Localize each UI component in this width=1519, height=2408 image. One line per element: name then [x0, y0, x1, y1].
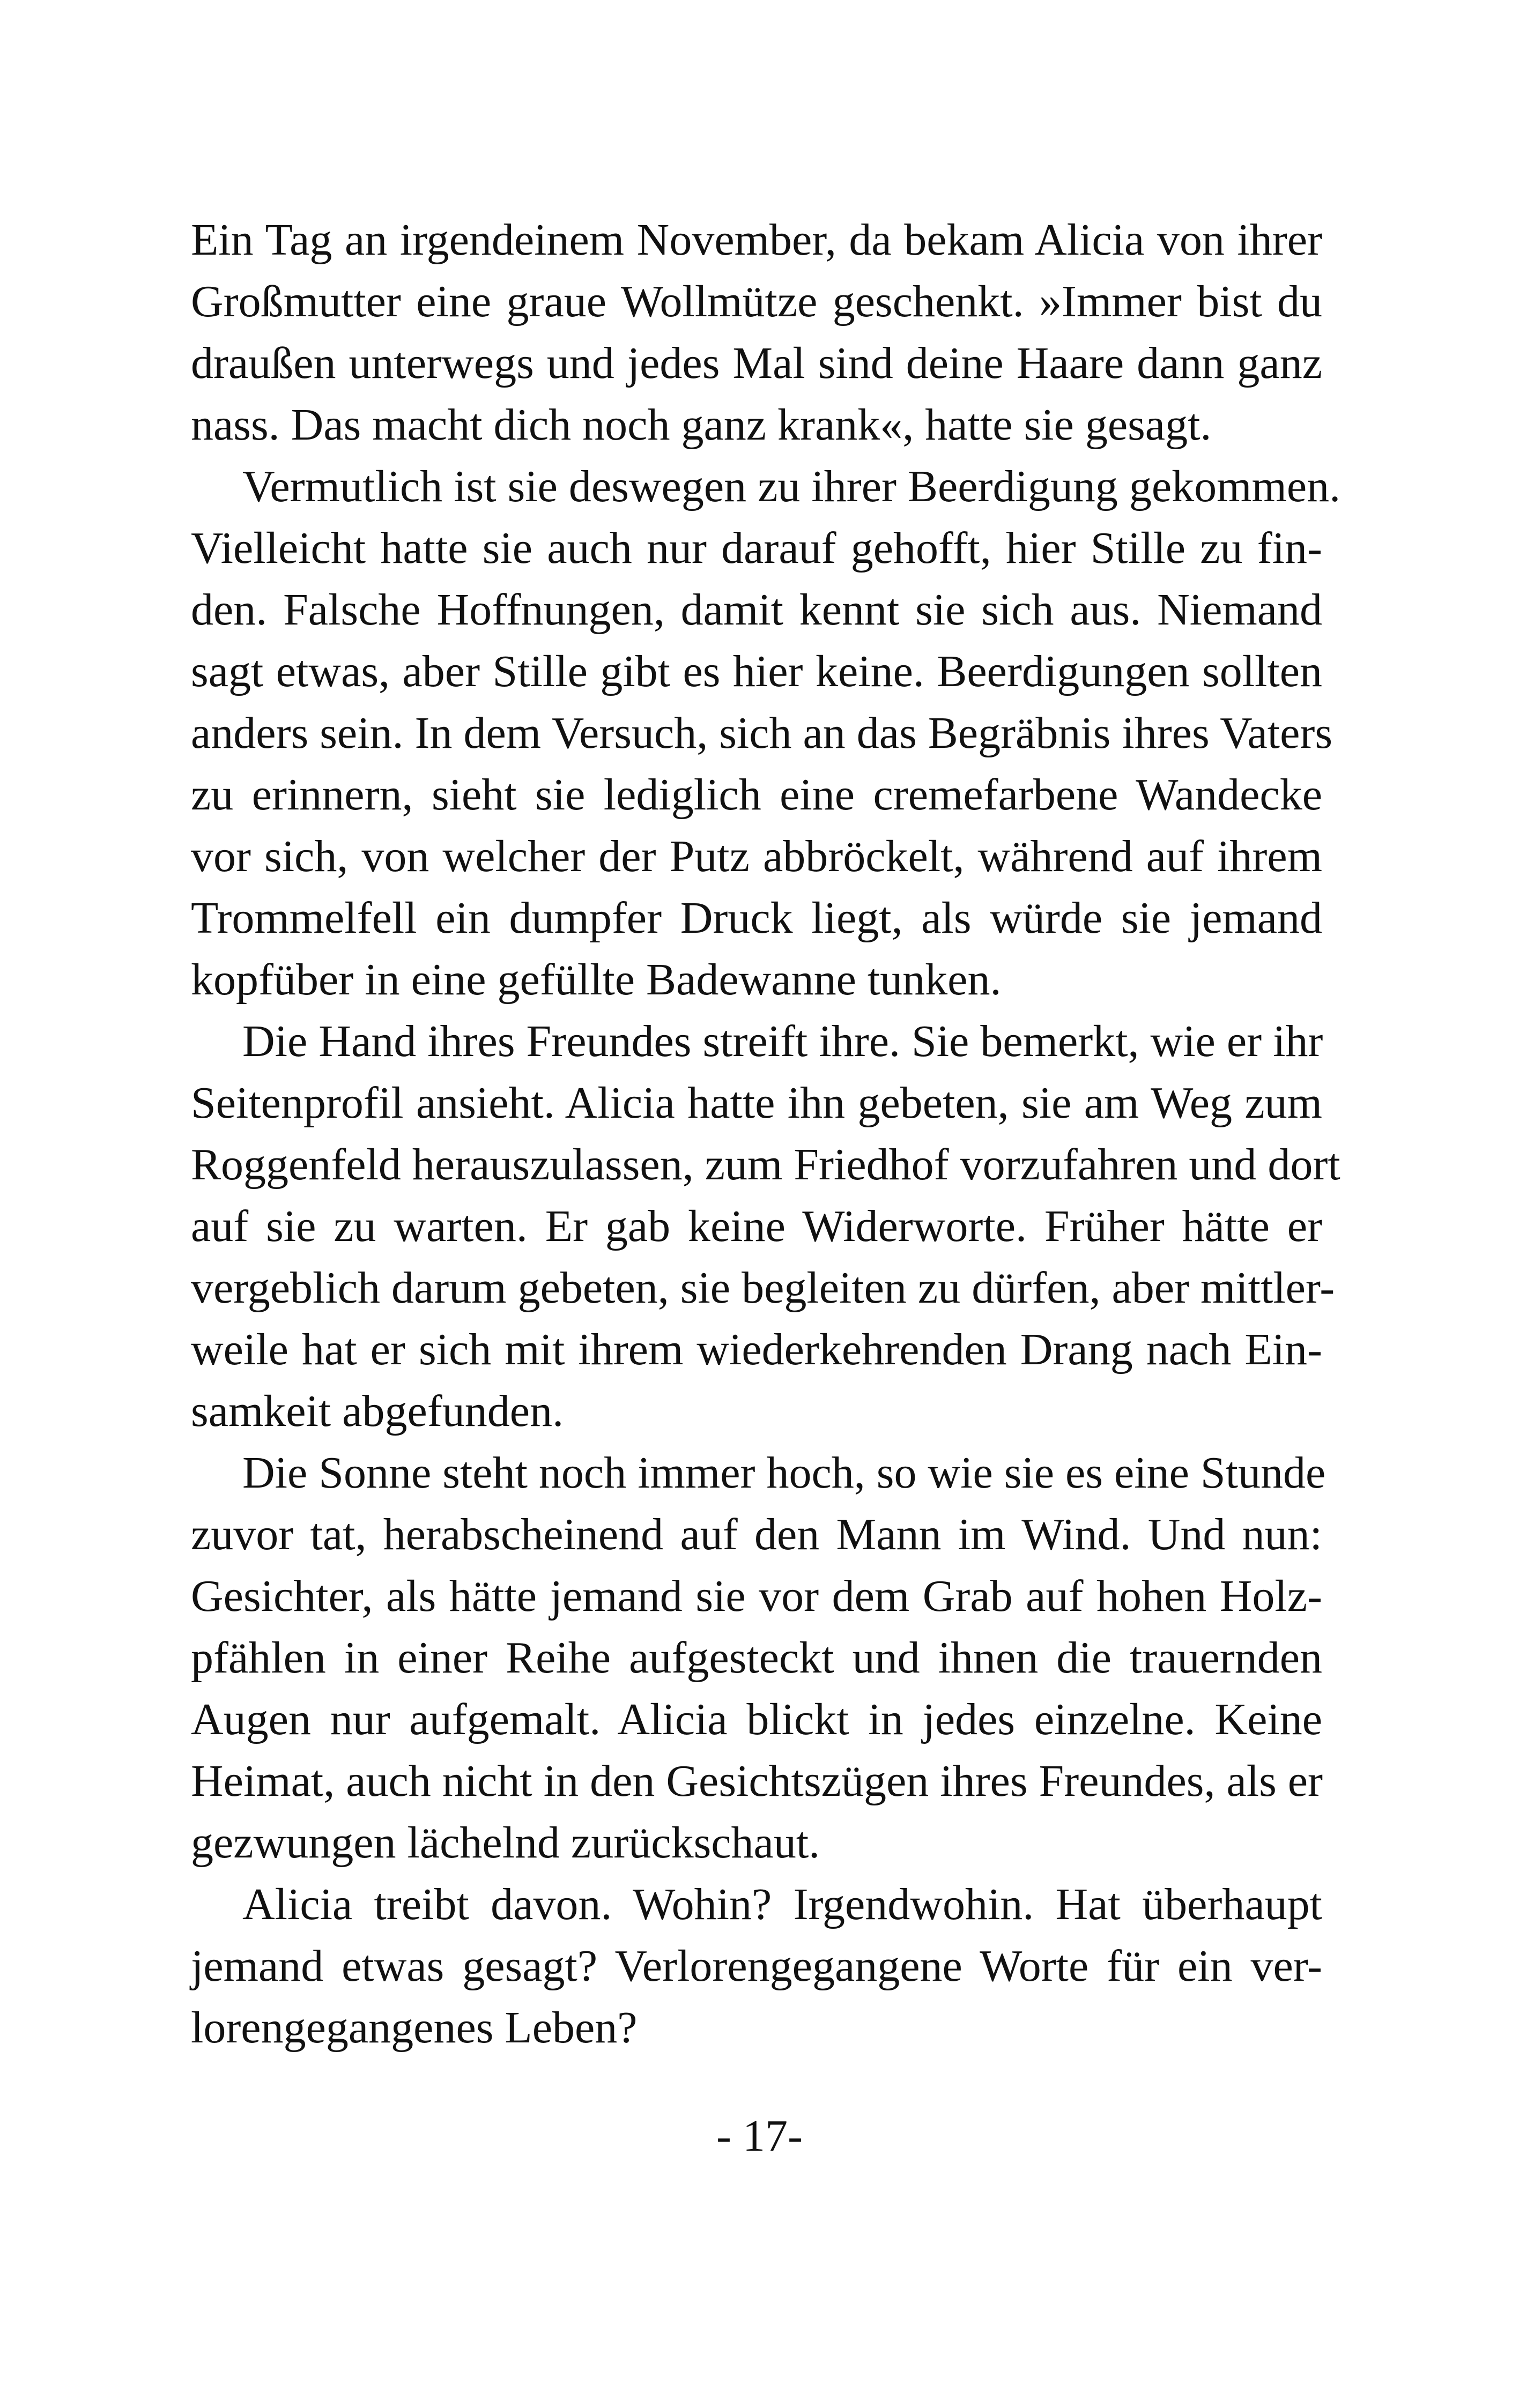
text-line: draußen unterwegs und jedes Mal sind deine Haare dann ganz	[191, 338, 1322, 388]
paragraph	[191, 1010, 1340, 1442]
text-line: Alicia treibt davon. Wohin? Irgendwohin. Hat überhaupt	[242, 1879, 1322, 1929]
text-line: samkeit abgefunden.	[191, 1386, 564, 1436]
body-text	[191, 209, 1341, 2058]
text-line: vergeblich darum gebeten, sie begleiten zu dürfen, aber mittler-	[191, 1263, 1335, 1313]
text-line: Vielleicht hatte sie auch nur darauf gehofft, hier Stille zu fin-	[191, 523, 1322, 573]
text-line: Augen nur aufgemalt. Alicia blickt in jedes einzelne. Keine	[191, 1694, 1322, 1744]
text-line: Die Sonne steht noch immer hoch, so wie sie es eine Stunde	[242, 1448, 1326, 1498]
paragraph	[191, 1874, 1322, 2058]
text-line: nass. Das macht dich noch ganz krank«, hatte sie gesagt.	[191, 400, 1212, 450]
text-line: Trommelfell ein dumpfer Druck liegt, als würde sie jemand	[191, 893, 1322, 943]
text-line: Roggenfeld herauszulassen, zum Friedhof vorzufahren und dort	[191, 1140, 1340, 1190]
text-line: gezwungen lächelnd zurückschaut.	[191, 1818, 820, 1868]
text-line: Heimat, auch nicht in den Gesichtszügen ihres Freundes, als er	[191, 1756, 1323, 1806]
text-line: zu erinnern, sieht sie lediglich eine cremefarbene Wandecke	[191, 770, 1322, 820]
page-number: - 17-	[716, 2111, 803, 2161]
text-line: Großmutter eine graue Wollmütze geschenkt. »Immer bist du	[191, 277, 1322, 326]
text-line: kopfüber in eine gefüllte Badewanne tunken.	[191, 955, 1002, 1005]
text-line: Gesichter, als hätte jemand sie vor dem Grab auf hohen Holz-	[191, 1571, 1322, 1621]
text-line: pfählen in einer Reihe aufgesteckt und ihnen die trauernden	[191, 1633, 1322, 1683]
text-line: auf sie zu warten. Er gab keine Widerworte. Früher hätte er	[191, 1201, 1322, 1251]
text-line: sagt etwas, aber Stille gibt es hier keine. Beerdigungen sollten	[191, 646, 1322, 696]
text-line: jemand etwas gesagt? Verlorengegangene Worte für ein ver-	[191, 1941, 1322, 1991]
text-line: weile hat er sich mit ihrem wiederkehrenden Drang nach Ein-	[191, 1325, 1322, 1374]
text-line: anders sein. In dem Versuch, sich an das Begräbnis ihres Vaters	[191, 708, 1333, 758]
text-line: Ein Tag an irgendeinem November, da bekam Alicia von ihrer	[191, 215, 1322, 265]
text-line: Seitenprofil ansieht. Alicia hatte ihn gebeten, sie am Weg zum	[191, 1078, 1322, 1128]
text-line: vor sich, von welcher der Putz abbröckelt, während auf ihrem	[191, 831, 1322, 881]
paragraph	[191, 1442, 1326, 1874]
text-line: zuvor tat, herabscheinend auf den Mann im Wind. Und nun:	[191, 1510, 1322, 1559]
paragraph	[191, 456, 1341, 1010]
paragraph	[191, 209, 1322, 456]
text-line: Vermutlich ist sie deswegen zu ihrer Beerdigung gekommen.	[242, 462, 1341, 511]
text-line: den. Falsche Hoffnungen, damit kennt sie sich aus. Niemand	[191, 585, 1322, 635]
text-line: Die Hand ihres Freundes streift ihre. Sie bemerkt, wie er ihr	[242, 1016, 1323, 1066]
text-line: lorengegangenes Leben?	[191, 2003, 638, 2053]
